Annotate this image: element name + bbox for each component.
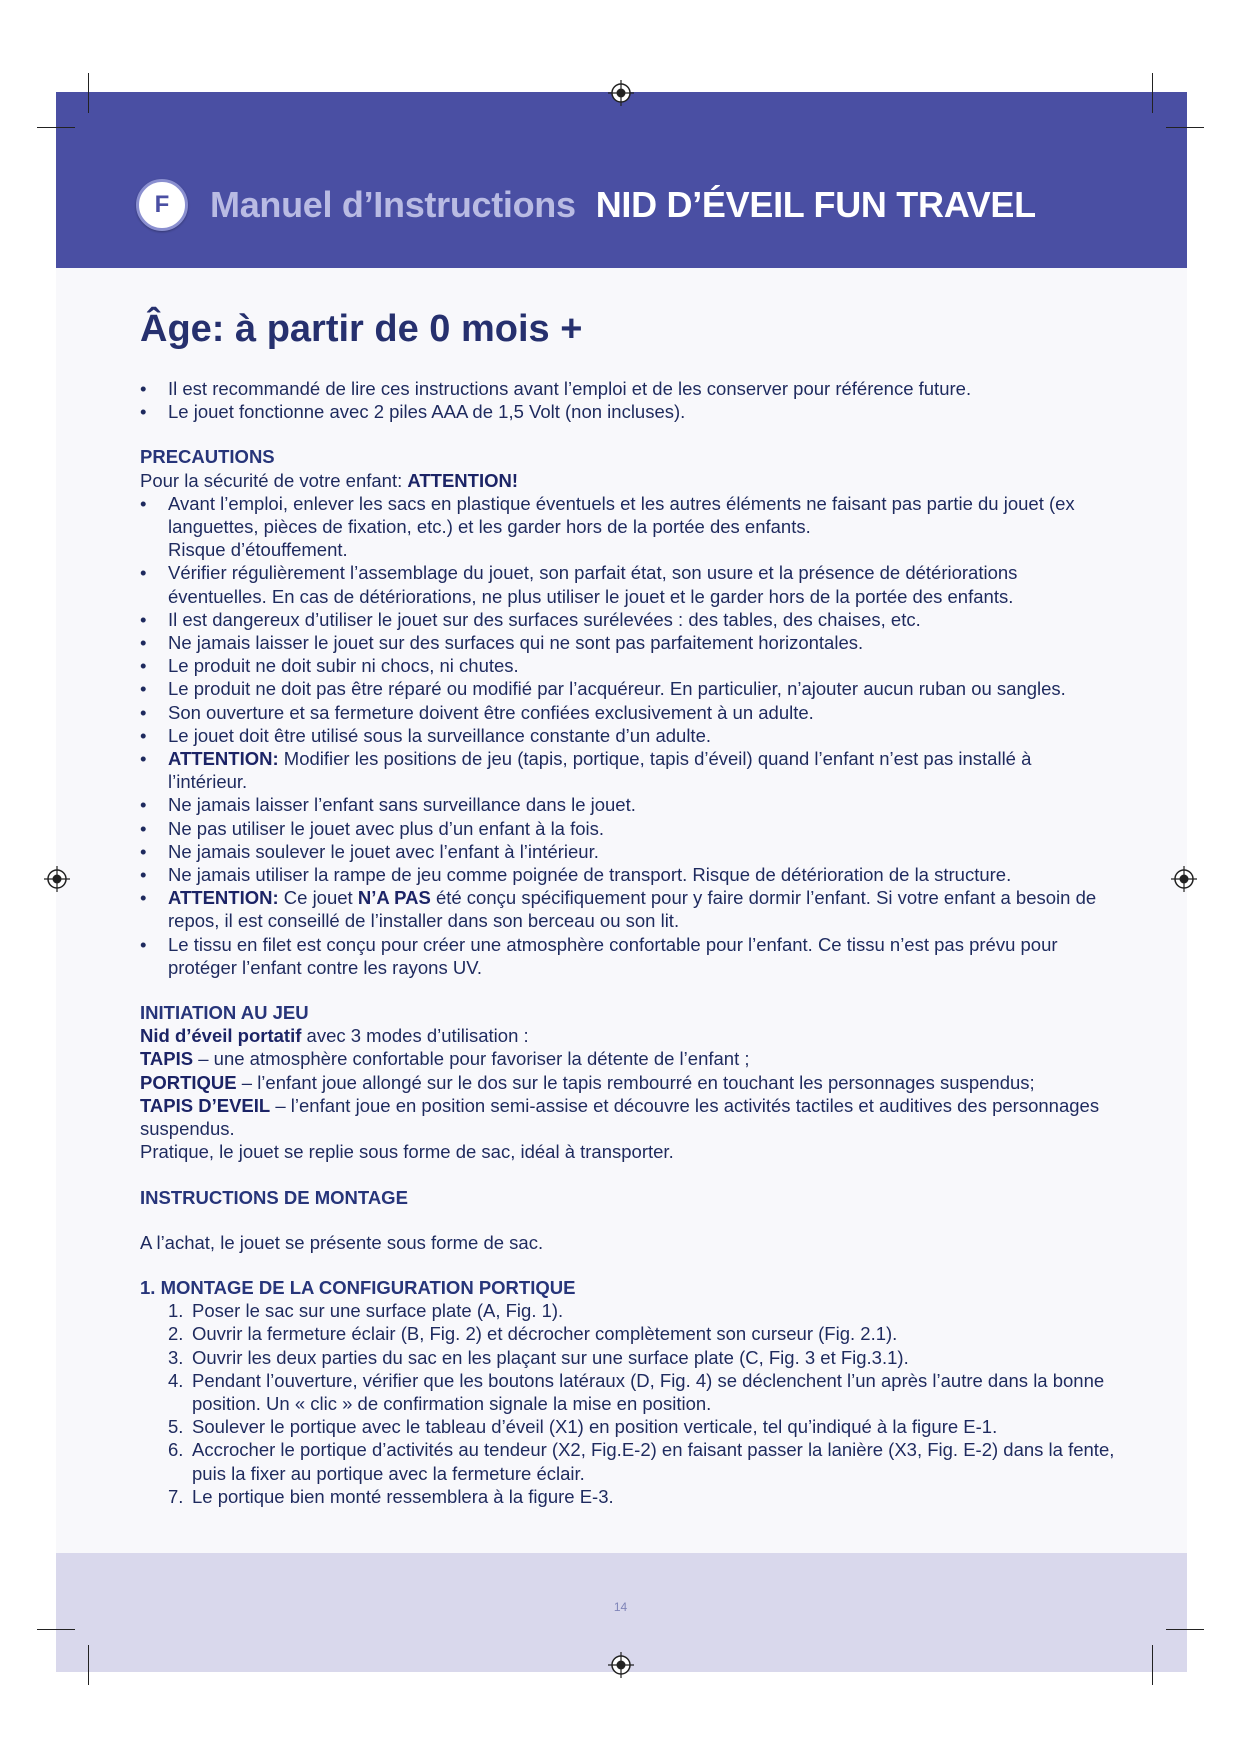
registration-target-icon [1171, 866, 1197, 892]
step-text: Accrocher le portique d’activités au tendeur (X2, Fig.E-2) en faisant passer la lanière (X3, Fig. E-2) dans la fente, puis la fixer au portique avec la fermeture éclair. [192, 1439, 1115, 1484]
paragraph: A l’achat, le jouet se présente sous forme de sac. [140, 1231, 544, 1253]
page-number: 14 [613, 1600, 628, 1614]
step-text: Soulever le portique avec le tableau d’éveil (X1) en position verticale, tel qu’indiqué à la figure E-1. [192, 1416, 998, 1438]
term: PORTIQUE [140, 1071, 237, 1093]
emphasis-text: N’A PAS [357, 887, 431, 909]
precautions-list [140, 492, 1115, 979]
list-item: • Ne jamais laisser le jouet sur des surfaces qui ne sont pas parfaitement horizontales. [140, 631, 1115, 654]
list-item: • Ne jamais laisser l’enfant sans surveillance dans le jouet. [140, 793, 1115, 816]
precautions-lead [140, 469, 1115, 492]
section-title: INSTRUCTIONS DE MONTAGE [140, 1186, 408, 1208]
paragraph [140, 1071, 1115, 1094]
crop-mark [88, 1645, 89, 1685]
registration-target-icon [44, 866, 70, 892]
step-number: 7. [168, 1485, 184, 1507]
montage-section [140, 1186, 1115, 1254]
initiation-section [140, 1001, 1115, 1163]
age-title: Âge: à partir de 0 mois + [140, 308, 583, 350]
step-text: Pendant l’ouverture, vérifier que les boutons latéraux (D, Fig. 4) se déclenchent l’un après l’autre dans la bonne position. Un « clic » de confirmation signale la mise en position. [192, 1369, 1105, 1414]
list-item: • Le jouet fonctionne avec 2 piles AAA de 1,5 Volt (non incluses). [140, 400, 1115, 423]
list-item: • Il est recommandé de lire ces instructions avant l’emploi et de les conserver pour référence future. [140, 377, 1115, 400]
precautions-section [140, 445, 1115, 979]
registration-target-icon [608, 80, 634, 106]
step-number: 3. [168, 1346, 184, 1368]
item-text: Avant l’emploi, enlever les sacs en plastique éventuels et les autres éléments ne faisant pas partie du jouet (ex languettes, pièces de fixation, etc.) et les garder hors de la portée des enfants. [168, 492, 1075, 538]
main-content [140, 305, 1115, 1508]
list-item: • Le produit ne doit pas être réparé ou modifié par l’acquéreur. En particulier, n’ajouter aucun ruban ou sangles. [140, 677, 1115, 700]
list-item [140, 492, 1115, 562]
step-text: Le portique bien monté ressemblera à la figure E-3. [192, 1485, 614, 1507]
crop-mark [37, 1629, 75, 1630]
crop-mark [1152, 1645, 1153, 1685]
registration-target-icon [608, 1652, 634, 1678]
step-item [168, 1369, 1115, 1415]
crop-mark [1166, 1629, 1204, 1630]
term: TAPIS [140, 1048, 194, 1070]
step-number: 4. [168, 1369, 184, 1391]
section-title: PRECAUTIONS [140, 446, 275, 468]
attention-label: ATTENTION: [168, 887, 279, 909]
crop-mark [1166, 127, 1204, 128]
step-item [168, 1346, 1115, 1369]
crop-mark [88, 73, 89, 113]
paragraph [140, 1094, 1115, 1140]
attention-label: ATTENTION! [407, 469, 519, 491]
step-item [168, 1299, 1115, 1322]
term: Nid d’éveil portatif [140, 1025, 302, 1047]
paragraph: Pratique, le jouet se replie sous forme de sac, idéal à transporter. [140, 1141, 674, 1163]
step-item [168, 1322, 1115, 1345]
step-item [168, 1415, 1115, 1438]
item-text: Risque d’étouffement. [168, 539, 348, 561]
step-item [168, 1438, 1115, 1484]
list-item [140, 886, 1115, 932]
manual-label: Manuel d’Instructions [210, 184, 576, 225]
step-number: 5. [168, 1416, 184, 1438]
paragraph [140, 1024, 1115, 1047]
step-text: Poser le sac sur une surface plate (A, Fig. 1). [192, 1300, 564, 1322]
intro-list [140, 377, 1115, 423]
product-name: NID D’ÉVEIL FUN TRAVEL [595, 184, 1036, 225]
steps-list [140, 1299, 1115, 1508]
term: TAPIS D’EVEIL [140, 1094, 271, 1116]
paragraph-text: – une atmosphère confortable pour favoriser la détente de l’enfant ; [193, 1048, 750, 1070]
list-item: • Le produit ne doit subir ni chocs, ni chutes. [140, 654, 1115, 677]
step-text: Ouvrir les deux parties du sac en les plaçant sur une surface plate (C, Fig. 3 et Fig.3.1). [192, 1346, 909, 1368]
lead-text: Pour la sécurité de votre enfant: [140, 469, 408, 491]
portique-section [140, 1276, 1115, 1508]
list-item: • Il est dangereux d’utiliser le jouet sur des surfaces surélevées : des tables, des chaises, etc. [140, 608, 1115, 631]
step-number: 2. [168, 1323, 184, 1345]
item-text: été conçu spécifiquement pour y faire dormir l’enfant. Si votre enfant a besoin de repos, il est conseillé de l’installer dans son berceau ou son lit. [168, 887, 1097, 932]
paragraph-text: avec 3 modes d’utilisation : [301, 1025, 529, 1047]
list-item: • Vérifier régulièrement l’assemblage du jouet, son parfait état, son usure et la présence de détériorations éventuelles. En cas de détériorations, ne plus utiliser le jouet et le garder hors de la portée des enfants. [140, 561, 1115, 607]
list-item: • Le jouet doit être utilisé sous la surveillance constante d’un adulte. [140, 724, 1115, 747]
item-text: Ce jouet [278, 887, 358, 909]
step-number: 1. [168, 1300, 184, 1322]
list-item: • Ne jamais utiliser la rampe de jeu comme poignée de transport. Risque de détérioration de la structure. [140, 863, 1115, 886]
paragraph-text: – l’enfant joue en position semi-assise et découvre les activités tactiles et auditives des personnages suspendus. [140, 1094, 1100, 1140]
step-item [168, 1485, 1115, 1508]
item-text: Modifier les positions de jeu (tapis, portique, tapis d’éveil) quand l’enfant n’est pas installé à l’intérieur. [168, 748, 1032, 793]
attention-label: ATTENTION: [168, 748, 279, 770]
list-item: • Son ouverture et sa fermeture doivent être confiées exclusivement à un adulte. [140, 701, 1115, 724]
section-title: INITIATION AU JEU [140, 1002, 309, 1024]
crop-mark [1152, 73, 1153, 113]
paragraph-text: – l’enfant joue allongé sur le dos sur le tapis rembourré en touchant les personnages suspendus; [236, 1071, 1035, 1093]
step-text: Ouvrir la fermeture éclair (B, Fig. 2) et décrocher complètement son curseur (Fig. 2.1). [192, 1323, 898, 1345]
list-item: • Ne pas utiliser le jouet avec plus d’un enfant à la fois. [140, 817, 1115, 840]
list-item [140, 747, 1115, 793]
section-title: 1. MONTAGE DE LA CONFIGURATION PORTIQUE [140, 1276, 576, 1298]
header-title [136, 178, 1036, 232]
list-item: • Le tissu en filet est conçu pour créer une atmosphère confortable pour l’enfant. Ce tissu n’est pas prévu pour protéger l’enfant contre les rayons UV. [140, 933, 1115, 979]
crop-mark [37, 127, 75, 128]
step-number: 6. [168, 1439, 184, 1461]
language-badge: F [136, 179, 188, 231]
list-item: • Ne jamais soulever le jouet avec l’enfant à l’intérieur. [140, 840, 1115, 863]
paragraph [140, 1047, 1115, 1070]
